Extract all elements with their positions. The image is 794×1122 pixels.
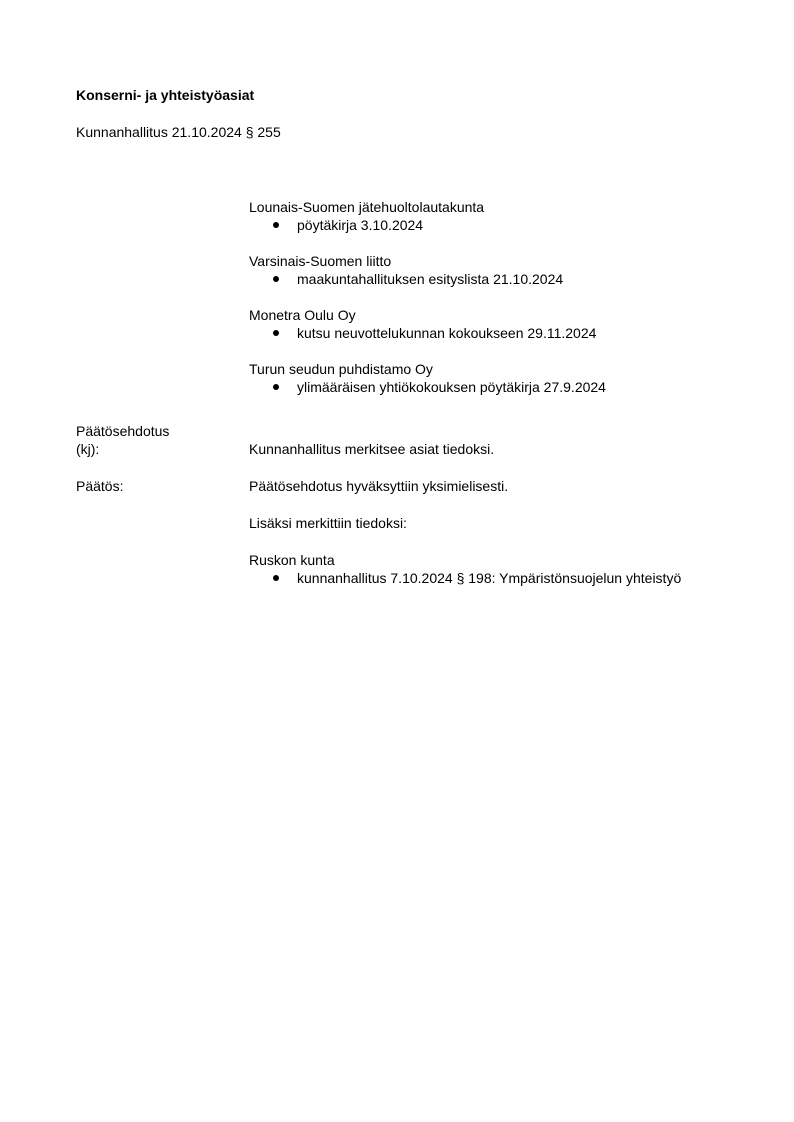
notice-group bbox=[249, 198, 769, 234]
proposal-label-suffix: (kj): bbox=[76, 441, 100, 457]
proposal-label: Päätösehdotus bbox=[76, 423, 170, 439]
list-item-text: kutsu neuvottelukunnan kokoukseen 29.11.2024 bbox=[297, 325, 597, 341]
list-item-text: maakuntahallituksen esityslista 21.10.2024 bbox=[297, 271, 564, 287]
list-item-text: kunnanhallitus 7.10.2024 § 198: Ympäristönsuojelun yhteistyö bbox=[297, 570, 682, 586]
bullet-icon bbox=[273, 222, 279, 228]
list-item bbox=[249, 216, 769, 234]
decision-text: Päätösehdotus hyväksyttiin yksimielisesti. bbox=[249, 478, 509, 494]
list-item-text: ylimääräisen yhtiökokouksen pöytäkirja 27.9.2024 bbox=[297, 379, 606, 395]
meeting-reference: Kunnanhallitus 21.10.2024 § 255 bbox=[76, 124, 281, 140]
additional-notice-group bbox=[249, 551, 681, 587]
organization-name: Varsinais-Suomen liitto bbox=[249, 253, 392, 269]
organization-name: Monetra Oulu Oy bbox=[249, 307, 356, 323]
bullet-icon bbox=[273, 276, 279, 282]
bullet-icon bbox=[273, 330, 279, 336]
notice-group bbox=[249, 360, 769, 396]
bullet-icon bbox=[273, 384, 279, 390]
decision-label: Päätös: bbox=[76, 478, 124, 494]
proposal-text: Kunnanhallitus merkitsee asiat tiedoksi. bbox=[249, 441, 495, 457]
list-item bbox=[249, 270, 769, 288]
notice-groups bbox=[249, 198, 769, 414]
document-title: Konserni- ja yhteistyöasiat bbox=[76, 87, 255, 103]
organization-name: Turun seudun puhdistamo Oy bbox=[249, 361, 433, 377]
list-item bbox=[249, 378, 769, 396]
bullet-icon bbox=[273, 575, 279, 581]
additional-intro: Lisäksi merkittiin tiedoksi: bbox=[249, 515, 407, 531]
list-item bbox=[249, 569, 681, 587]
organization-name: Lounais-Suomen jätehuoltolautakunta bbox=[249, 199, 485, 215]
list-item-text: pöytäkirja 3.10.2024 bbox=[297, 217, 424, 233]
notice-group bbox=[249, 252, 769, 288]
organization-name: Ruskon kunta bbox=[249, 552, 335, 568]
list-item bbox=[249, 324, 769, 342]
notice-group bbox=[249, 306, 769, 342]
